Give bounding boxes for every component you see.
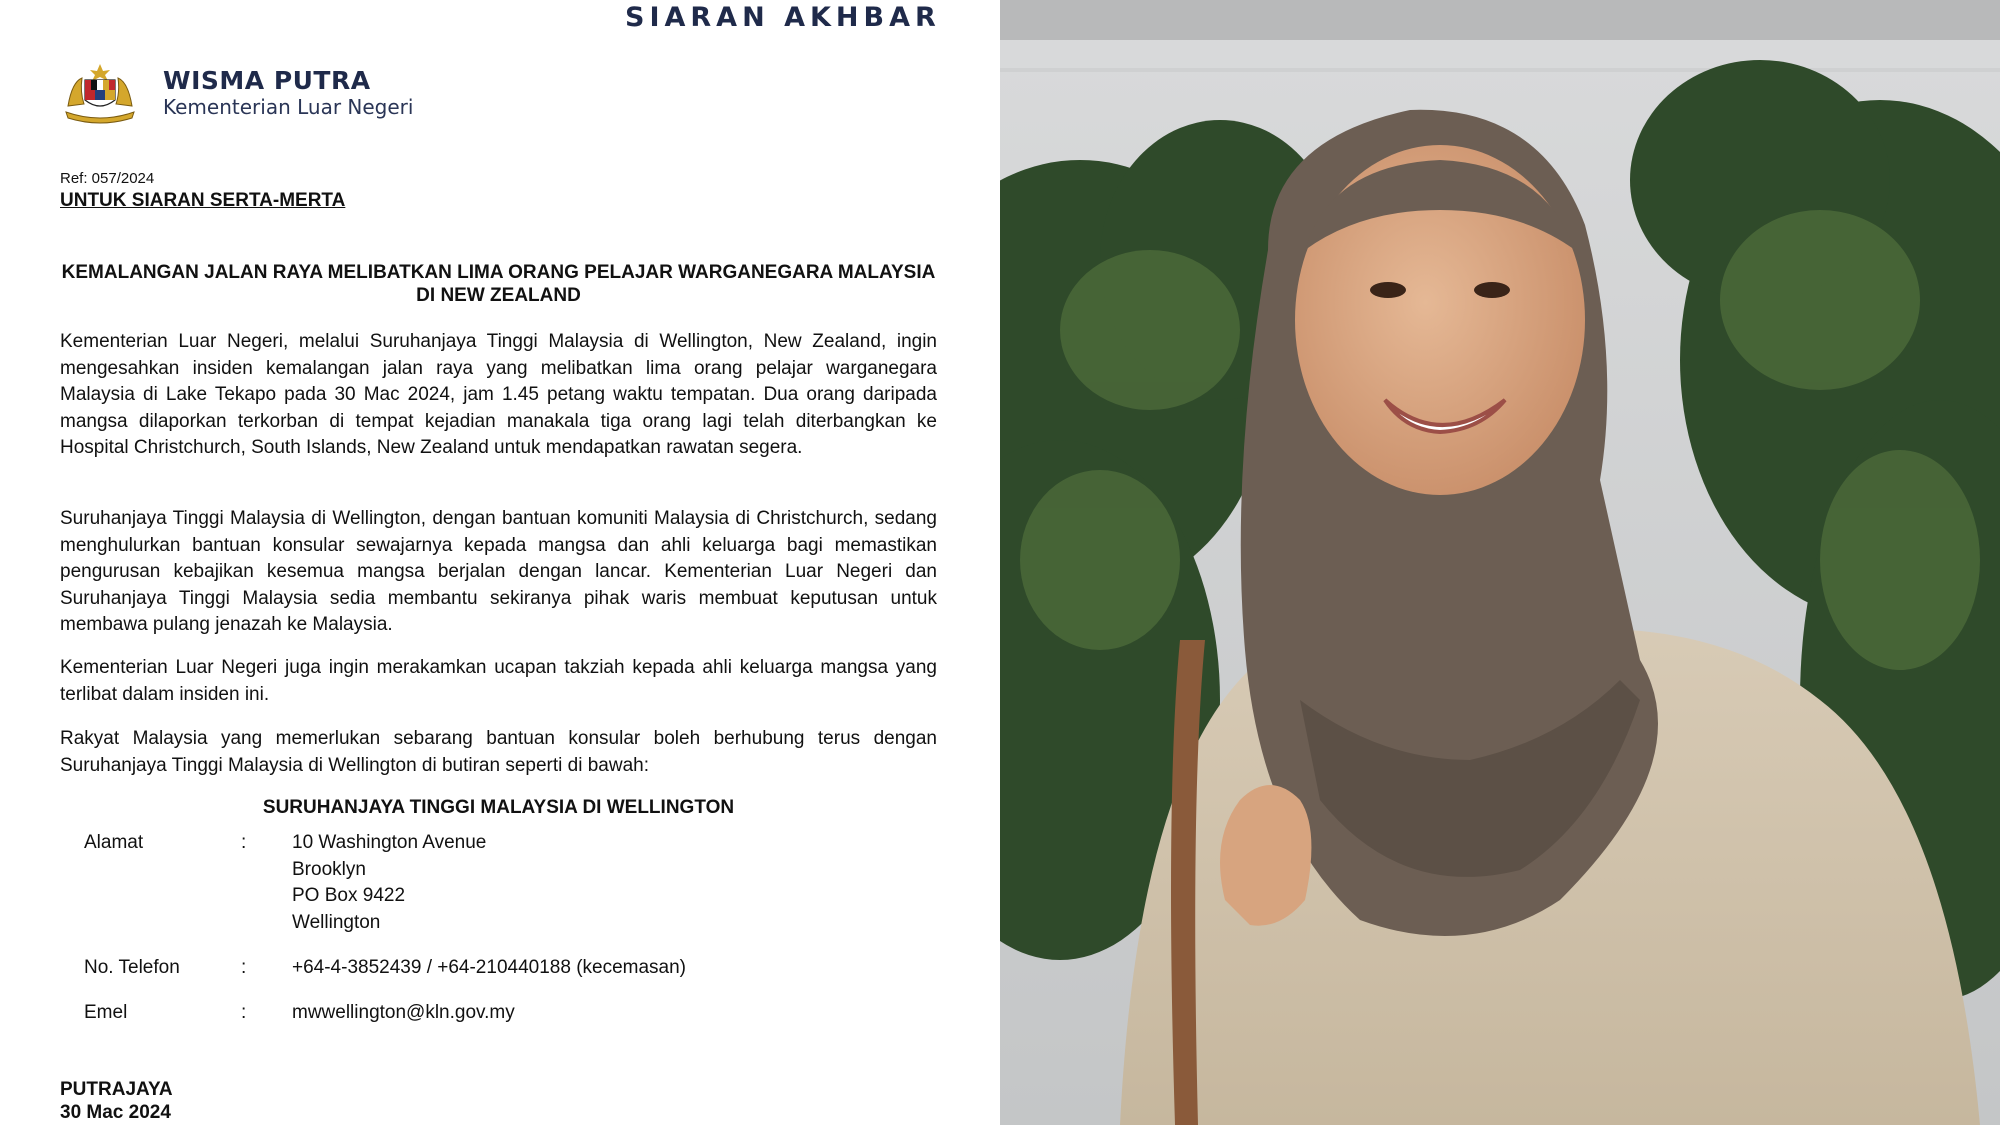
address-line-3: PO Box 9422: [292, 885, 406, 906]
address-label: Alamat: [84, 832, 144, 853]
press-release-heading: SIARAN AKHBAR: [625, 2, 941, 33]
phone-value: +64-4-3852439 / +64-210440188 (kecemasan): [292, 957, 687, 978]
phone-colon: :: [241, 957, 247, 978]
paragraph-4: Rakyat Malaysia yang memerlukan sebarang bantuan konsular boleh berhubung terus dengan Suruhanjaya Tinggi Malaysia di Wellington di butiran seperti di bawah:: [60, 728, 937, 776]
coat-of-arms-logo: [60, 62, 140, 124]
organization-subtitle: Kementerian Luar Negeri: [163, 95, 414, 119]
email-value: mwwellington@kln.gov.my: [292, 1002, 515, 1023]
address-colon: :: [241, 832, 247, 853]
reference-number: Ref: 057/2024: [60, 170, 155, 187]
date: 30 Mac 2024: [60, 1102, 171, 1123]
portrait-photo: [1000, 0, 2000, 1125]
email-colon: :: [241, 1002, 247, 1023]
coat-of-arms-icon: [60, 62, 140, 124]
paragraph-3: Kementerian Luar Negeri juga ingin merakamkan ucapan takziah kepada ahli keluarga mangsa yang terlibat dalam insiden ini.: [60, 657, 937, 705]
address-line-2: Brooklyn: [292, 859, 366, 880]
address-line-1: 10 Washington Avenue: [292, 832, 487, 853]
paragraph-2: Suruhanjaya Tinggi Malaysia di Wellington, dengan bantuan komuniti Malaysia di Christchurch, sedang menghulurkan bantuan konsular sewajarnya kepada mangsa dan ahli keluarga bagi memastikan pengurusan kebajikan kesemua mangsa berjalan dengan lancar. Kementerian Luar Negeri dan Suruhanjaya Tinggi Malaysia sedia membantu sekiranya pihak waris membuat keputusan untuk membawa pulang jenazah ke Malaysia.: [60, 508, 937, 635]
headline: KEMALANGAN JALAN RAYA MELIBATKAN LIMA ORANG PELAJAR WARGANEGARA MALAYSIA DI NEW ZEALAND: [61, 262, 936, 306]
release-notice: UNTUK SIARAN SERTA-MERTA: [60, 190, 346, 211]
phone-label: No. Telefon: [84, 957, 180, 978]
place: PUTRAJAYA: [60, 1079, 173, 1100]
portrait-illustration: [1000, 0, 2000, 1125]
paragraph-1: Kementerian Luar Negeri, melalui Suruhanjaya Tinggi Malaysia di Wellington, New Zealand, ingin mengesahkan insiden kemalangan jalan raya yang melibatkan lima orang pelajar warganegara Malaysia di Lake Tekapo pada 30 Mac 2024, jam 1.45 petang waktu tempatan. Dua orang daripada mangsa dilaporkan terkorban di tempat kejadian manakala tiga orang lagi telah diterbangkan ke Hospital Christchurch, South Islands, New Zealand untuk mendapatkan rawatan segera.: [60, 331, 937, 458]
organization-name: WISMA PUTRA: [163, 66, 371, 95]
email-label: Emel: [84, 1002, 128, 1023]
contact-title: SURUHANJAYA TINGGI MALAYSIA DI WELLINGTON: [262, 797, 735, 818]
address-line-4: Wellington: [292, 912, 381, 933]
